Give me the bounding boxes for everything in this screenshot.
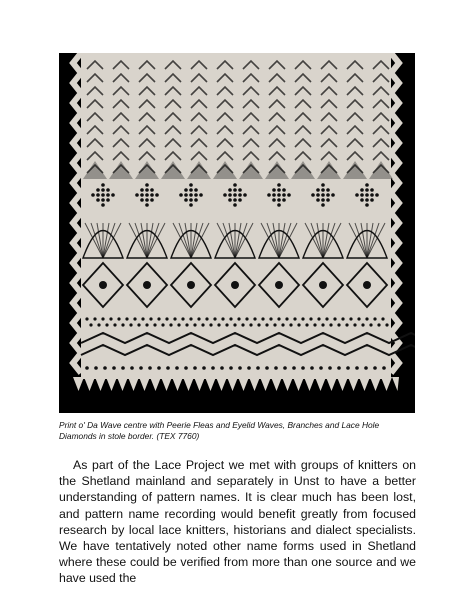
lace-hole: [292, 366, 296, 370]
lace-hole: [121, 366, 125, 370]
lace-hole: [135, 193, 139, 197]
lace-hole: [275, 281, 283, 289]
lace-hole: [184, 366, 188, 370]
lace-hole: [187, 281, 195, 289]
lace-hole: [282, 198, 286, 202]
lace-hole: [189, 188, 193, 192]
peerie-flea: [121, 323, 124, 326]
lace-hole: [150, 193, 154, 197]
lace-hole: [202, 366, 206, 370]
lace-hole: [96, 198, 100, 202]
peerie-flea: [133, 317, 136, 320]
lace-hole: [277, 203, 281, 207]
peerie-flea: [149, 317, 152, 320]
peerie-flea: [317, 317, 320, 320]
lace-hole: [364, 366, 368, 370]
lace-hole: [265, 366, 269, 370]
peerie-flea: [381, 317, 384, 320]
peerie-flea: [385, 323, 388, 326]
lace-hole: [310, 366, 314, 370]
lace-hole: [140, 198, 144, 202]
peerie-flea: [145, 323, 148, 326]
bottom-edge-points: [73, 377, 399, 391]
lace-hole: [199, 193, 203, 197]
peerie-flea: [273, 323, 276, 326]
lace-hole: [150, 198, 154, 202]
lace-hole: [145, 193, 149, 197]
lace-hole: [94, 366, 98, 370]
peerie-flea: [309, 317, 312, 320]
figure-caption: Print o' Da Wave centre with Peerie Fleas and Eyelid Waves, Branches and Lace Hole Diamonds in stole border. (TEX 7760): [59, 420, 380, 441]
peerie-flea: [221, 317, 224, 320]
lace-hole: [189, 193, 193, 197]
peerie-flea: [233, 323, 236, 326]
peerie-flea: [153, 323, 156, 326]
lace-hole: [103, 366, 107, 370]
lace-hole: [238, 188, 242, 192]
peerie-flea: [117, 317, 120, 320]
lace-hole: [301, 366, 305, 370]
lace-hole: [316, 193, 320, 197]
lace-hole: [277, 198, 281, 202]
lace-hole: [112, 366, 116, 370]
lace-hole: [238, 193, 242, 197]
lace-hole: [91, 193, 95, 197]
lace-hole: [370, 198, 374, 202]
peerie-flea: [325, 317, 328, 320]
lace-hole: [150, 188, 154, 192]
lace-hole: [101, 193, 105, 197]
peerie-flea: [89, 323, 92, 326]
lace-hole: [287, 193, 291, 197]
peerie-flea: [169, 323, 172, 326]
lace-hole: [106, 188, 110, 192]
lace-hole: [194, 198, 198, 202]
lace-hole: [223, 193, 227, 197]
peerie-flea: [361, 323, 364, 326]
lace-hole: [99, 281, 107, 289]
peerie-flea: [189, 317, 192, 320]
lace-hole: [194, 193, 198, 197]
lace-hole: [194, 188, 198, 192]
peerie-flea: [329, 323, 332, 326]
lace-hole: [321, 188, 325, 192]
lace-hole: [193, 366, 197, 370]
peerie-flea: [109, 317, 112, 320]
peerie-flea: [113, 323, 116, 326]
peerie-flea: [229, 317, 232, 320]
peerie-flea: [365, 317, 368, 320]
peerie-flea: [305, 323, 308, 326]
lace-hole: [360, 188, 364, 192]
lace-hole: [155, 193, 159, 197]
lace-hole: [233, 188, 237, 192]
peerie-flea: [165, 317, 168, 320]
lace-hole: [355, 193, 359, 197]
lace-hole: [365, 198, 369, 202]
peerie-flea: [349, 317, 352, 320]
peerie-flea: [297, 323, 300, 326]
lace-hole: [140, 188, 144, 192]
lace-hole: [283, 366, 287, 370]
lace-hole: [106, 193, 110, 197]
lace-hole: [272, 198, 276, 202]
peerie-flea: [125, 317, 128, 320]
lace-hole: [272, 188, 276, 192]
lace-hole: [360, 198, 364, 202]
lace-hole: [272, 193, 276, 197]
peerie-flea: [157, 317, 160, 320]
peerie-flea: [197, 317, 200, 320]
lace-hole: [365, 203, 369, 207]
peerie-flea: [173, 317, 176, 320]
lace-hole: [247, 366, 251, 370]
lace-hole: [145, 183, 149, 187]
lace-hole: [189, 198, 193, 202]
peerie-flea: [369, 323, 372, 326]
lace-hole: [96, 188, 100, 192]
lace-hole: [267, 193, 271, 197]
lace-hole: [101, 198, 105, 202]
lace-hole: [331, 193, 335, 197]
lace-hole: [277, 183, 281, 187]
peerie-flea: [313, 323, 316, 326]
peerie-flea: [161, 323, 164, 326]
peerie-flea: [293, 317, 296, 320]
peerie-flea: [181, 317, 184, 320]
peerie-flea: [377, 323, 380, 326]
peerie-flea: [217, 323, 220, 326]
peerie-flea: [141, 317, 144, 320]
peerie-flea: [249, 323, 252, 326]
lace-hole: [328, 366, 332, 370]
lace-hole: [111, 193, 115, 197]
lace-hole: [277, 188, 281, 192]
lace-hole: [382, 366, 386, 370]
lace-hole: [228, 188, 232, 192]
peerie-flea: [253, 317, 256, 320]
lace-hole: [101, 203, 105, 207]
lace-hole: [326, 198, 330, 202]
peerie-flea: [129, 323, 132, 326]
peerie-flea: [101, 317, 104, 320]
lace-hole: [228, 198, 232, 202]
lace-hole: [321, 203, 325, 207]
lace-hole: [189, 203, 193, 207]
lace-hole: [363, 281, 371, 289]
left-edge-points: [73, 53, 81, 373]
lace-hole: [148, 366, 152, 370]
lace-hole: [189, 183, 193, 187]
peerie-flea: [353, 323, 356, 326]
peerie-flea: [97, 323, 100, 326]
lace-hole: [130, 366, 134, 370]
lace-hole: [229, 366, 233, 370]
lace-hole: [365, 183, 369, 187]
peerie-flea: [345, 323, 348, 326]
lace-hole: [139, 366, 143, 370]
lace-hole: [238, 198, 242, 202]
peerie-flea: [205, 317, 208, 320]
lace-hole: [143, 281, 151, 289]
lace-hole: [319, 366, 323, 370]
lace-hole: [316, 198, 320, 202]
peerie-flea: [261, 317, 264, 320]
peerie-flea: [193, 323, 196, 326]
lace-hole: [101, 188, 105, 192]
lace-hole: [145, 198, 149, 202]
lace-hole: [145, 203, 149, 207]
lace-hole: [346, 366, 350, 370]
lace-hole: [337, 366, 341, 370]
lace-hole: [282, 188, 286, 192]
peerie-flea: [201, 323, 204, 326]
lace-hole: [326, 193, 330, 197]
lace-hole: [373, 366, 377, 370]
peerie-flea: [289, 323, 292, 326]
lace-hole: [311, 193, 315, 197]
peerie-flea: [213, 317, 216, 320]
right-edge-points: [391, 53, 399, 373]
peerie-flea: [93, 317, 96, 320]
peerie-flea: [241, 323, 244, 326]
peerie-flea: [373, 317, 376, 320]
peerie-flea: [321, 323, 324, 326]
lace-hole: [256, 366, 260, 370]
peerie-flea: [285, 317, 288, 320]
peerie-flea: [341, 317, 344, 320]
lace-hole: [355, 366, 359, 370]
lace-hole: [326, 188, 330, 192]
lace-hole: [166, 366, 170, 370]
peerie-flea: [277, 317, 280, 320]
lace-hole: [184, 198, 188, 202]
lace-hole: [274, 366, 278, 370]
lace-hole: [85, 366, 89, 370]
lace-hole: [211, 366, 215, 370]
peerie-flea: [177, 323, 180, 326]
lace-hole: [370, 188, 374, 192]
lace-hole: [316, 188, 320, 192]
lace-hole: [179, 193, 183, 197]
lace-hole: [370, 193, 374, 197]
lace-hole: [145, 188, 149, 192]
peerie-flea: [105, 323, 108, 326]
peerie-flea: [209, 323, 212, 326]
lace-hole: [96, 193, 100, 197]
lace-hole: [243, 193, 247, 197]
lace-hole: [231, 281, 239, 289]
peerie-flea: [245, 317, 248, 320]
lace-hole: [282, 193, 286, 197]
peerie-flea: [257, 323, 260, 326]
body-paragraph: As part of the Lace Project we met with groups of knitters on the Shetland mainland and separately in Unst to have a better understanding of pattern names. It is clear much has been lost, and pattern name recording would benefit greatly from focused research by local lace knitters, historians and dialect specialists. We have tentatively noted other name forms used in Shetland where these could be verified from more than one source and we have used the: [59, 458, 416, 586]
lace-stole-photo: [59, 53, 415, 413]
peerie-flea: [281, 323, 284, 326]
lace-hole: [360, 193, 364, 197]
peerie-flea: [237, 317, 240, 320]
lace-hole: [277, 193, 281, 197]
lace-hole: [365, 188, 369, 192]
lace-hole: [375, 193, 379, 197]
lace-hole: [233, 193, 237, 197]
lace-hole: [184, 193, 188, 197]
lace-hole: [321, 183, 325, 187]
lace-hole: [321, 198, 325, 202]
stole-body: [81, 53, 391, 379]
peerie-flea: [357, 317, 360, 320]
peerie-flea: [225, 323, 228, 326]
peerie-flea: [333, 317, 336, 320]
lace-hole: [140, 193, 144, 197]
lace-hole: [233, 183, 237, 187]
lace-hole: [238, 366, 242, 370]
lace-hole: [233, 198, 237, 202]
lace-hole: [321, 193, 325, 197]
peerie-flea: [137, 323, 140, 326]
peerie-flea: [269, 317, 272, 320]
lace-hole: [319, 281, 327, 289]
peerie-flea: [301, 317, 304, 320]
peerie-flea: [85, 317, 88, 320]
lace-hole: [228, 193, 232, 197]
lace-hole: [184, 188, 188, 192]
lace-hole: [233, 203, 237, 207]
lace-hole: [101, 183, 105, 187]
peerie-flea: [185, 323, 188, 326]
peerie-flea: [265, 323, 268, 326]
lace-hole: [175, 366, 179, 370]
lace-hole: [106, 198, 110, 202]
lace-hole: [220, 366, 224, 370]
peerie-flea: [337, 323, 340, 326]
lace-hole: [365, 193, 369, 197]
lace-hole: [157, 366, 161, 370]
